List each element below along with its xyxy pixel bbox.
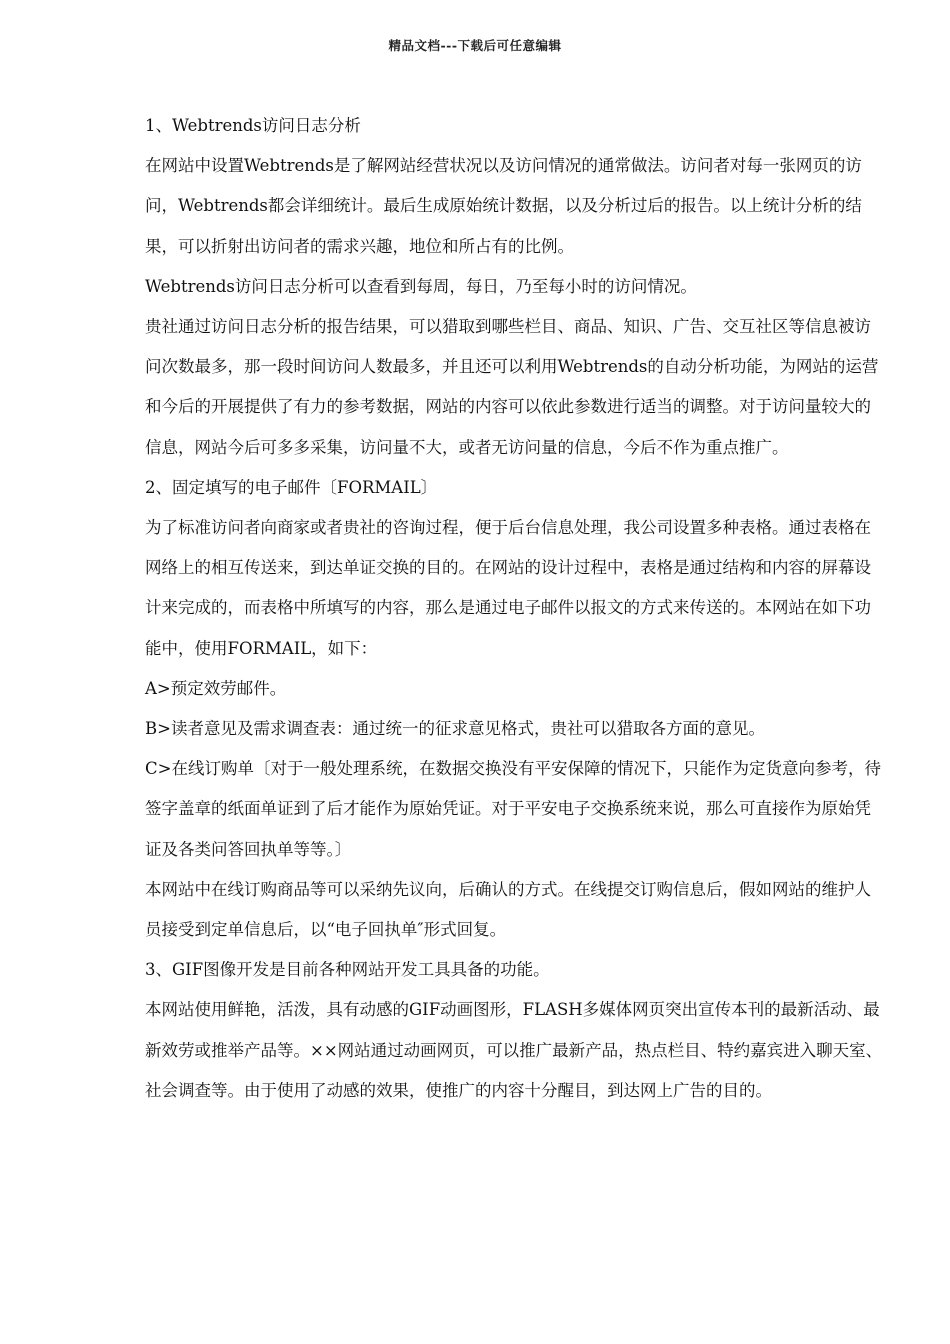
list-item-c: C>在线订购单〔对于一般处理系统，在数据交换没有平安保障的情况下，只能作为定货意向参考，待签字盖章的纸面单证到了后才能作为原始凭证。对于平安电子交换系统来说，那么可直接作为原始凭证及各类问答回执单等等。〕 [145, 759, 881, 859]
document-body [145, 106, 885, 1111]
paragraph: 本网站中在线订购商品等可以采纳先议向，后确认的方式。在线提交订购信息后，假如网站的维护人员接受到定单信息后，以“电子回执单″形式回复。 [145, 879, 871, 940]
section-heading-webtrends: 1、Webtrends访问日志分析 [145, 116, 361, 135]
paragraph: 为了标准访问者向商家或者贵社的咨询过程，便于后台信息处理，我公司设置多种表格。通过表格在网络上的相互传送来，到达单证交换的目的。在网站的设计过程中，表格是通过结构和内容的屏幕设计来完成的，而表格中所填写的内容，那么是通过电子邮件以报文的方式来传送的。本网站在如下功能中，使用FORMAIL，如下： [145, 518, 871, 658]
page-header: 精品文档---下载后可任意编辑 [388, 38, 562, 53]
list-item-a: A>预定效劳邮件。 [145, 678, 287, 698]
list-item-b: B>读者意见及需求调查表：通过统一的征求意见格式，贵社可以猎取各方面的意见。 [145, 719, 765, 739]
paragraph: 贵社通过访问日志分析的报告结果，可以猎取到哪些栏目、商品、知识、广告、交互社区等信息被访问次数最多，那一段时间访问人数最多，并且还可以利用Webtrends的自动分析功能，为网站的运营和今后的开展提供了有力的参考数据，网站的内容可以依此参数进行适当的调整。对于访问量较大的信息，网站今后可多多采集，访问量不大，或者无访问量的信息，今后不作为重点推广。 [145, 317, 879, 457]
paragraph: Webtrends访问日志分析可以查看到每周，每日，乃至每小时的访问情况。 [145, 276, 697, 296]
paragraph: 本网站使用鲜艳，活泼，具有动感的GIF动画图形，FLASH多媒体网页突出宣传本刊的最新活动、最新效劳或推举产品等。××网站通过动画网页，可以推广最新产品，热点栏目、特约嘉宾进入聊天室、社会调查等。由于使用了动感的效果，使推广的内容十分醒目，到达网上广告的目的。 [145, 1000, 883, 1100]
section-heading-formail: 2、固定填写的电子邮件〔FORMAIL〕 [145, 477, 438, 497]
paragraph: 在网站中设置Webtrends是了解网站经营状况以及访问情况的通常做法。访问者对每一张网页的访问，Webtrends都会详细统计。最后生成原始统计数据，以及分析过后的报告。以上统计分析的结果，可以折射出访问者的需求兴趣，地位和所占有的比例。 [145, 156, 862, 256]
section-heading-gif: 3、GIF图像开发是目前各种网站开发工具具备的功能。 [145, 960, 550, 980]
